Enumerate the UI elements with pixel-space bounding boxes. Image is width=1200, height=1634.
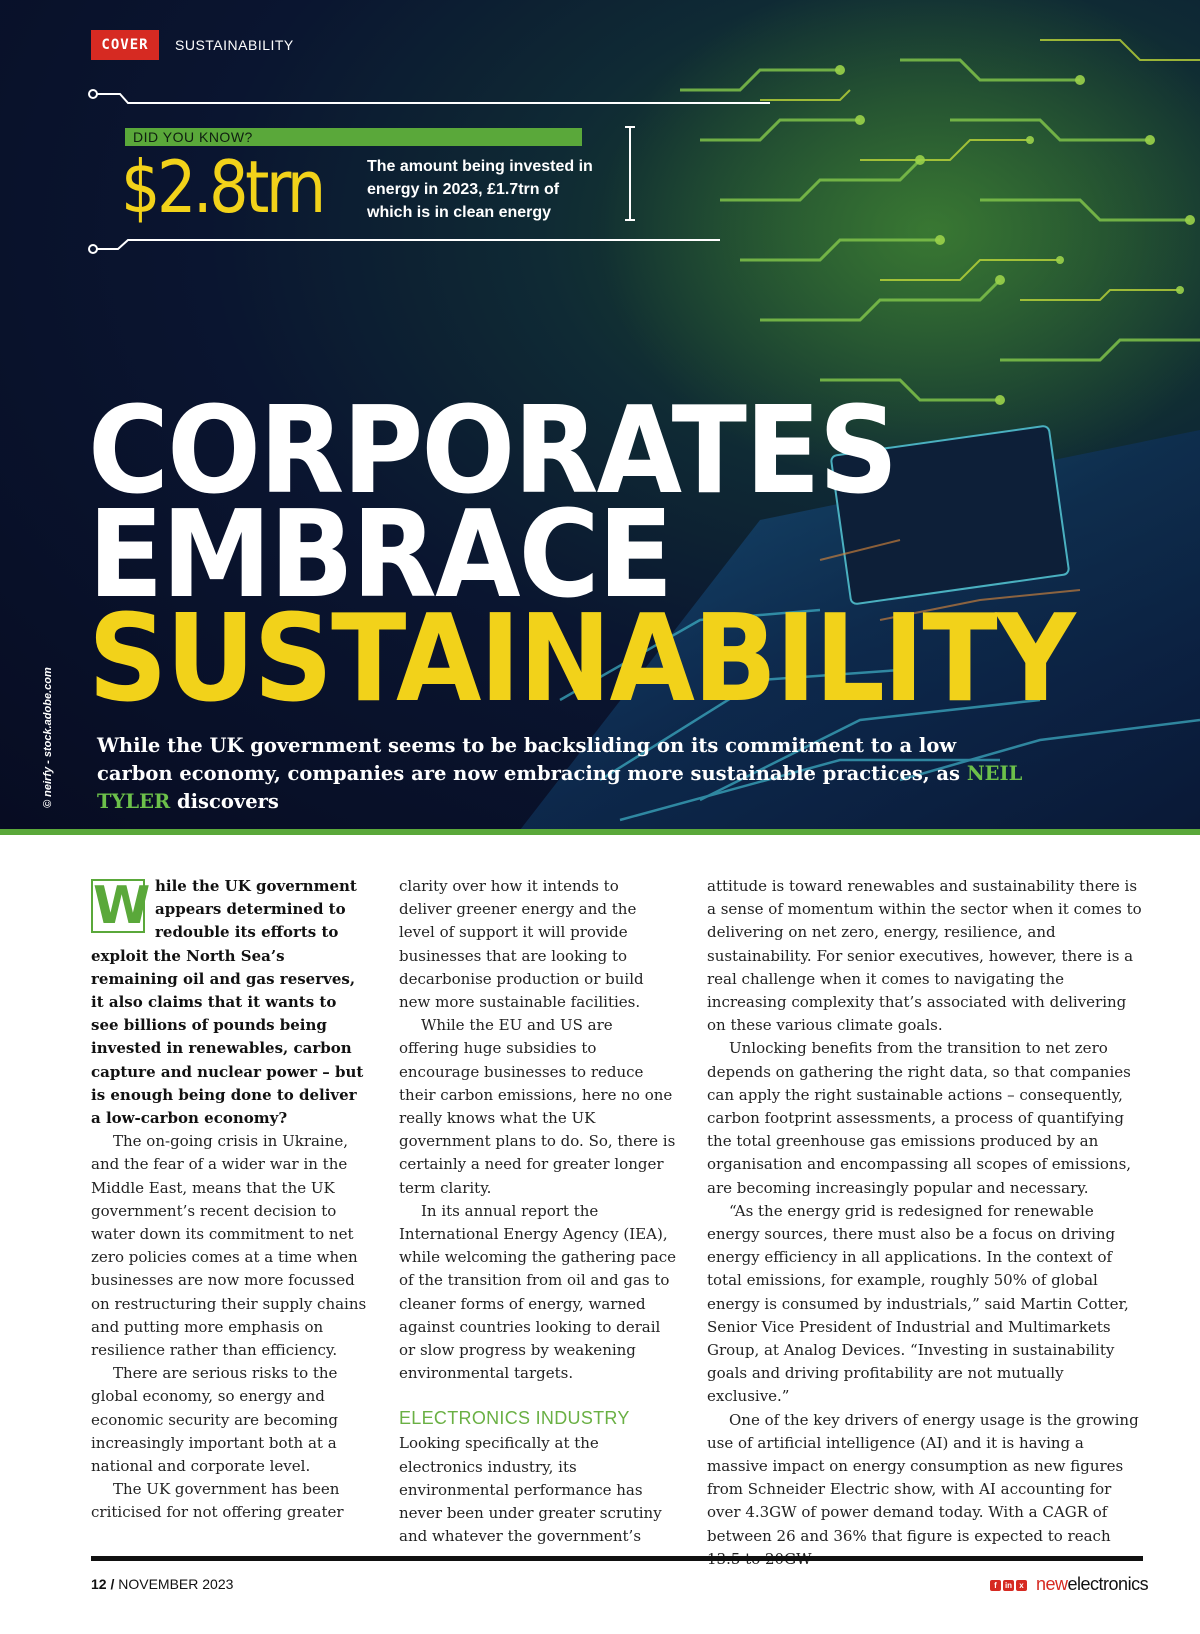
headline-line-1: CORPORATES <box>88 382 897 521</box>
body-paragraph: The on-going crisis in Ukraine, and the fear of a wider war in the Middle East, means that the UK government’s recent decision to water down its commitment to net zero policies comes at a time when businesses are now more focussed on restructuring their supply chains and putting more emphasis on resilience rather than efficiency. <box>91 1132 367 1360</box>
brand-logo <box>1036 1574 1148 1595</box>
subheading: ELECTRONICS INDUSTRY <box>399 1408 630 1429</box>
standfirst <box>97 732 1037 816</box>
hero-divider <box>0 829 1200 835</box>
social-icons <box>990 1580 1027 1591</box>
body-paragraph: Looking specifically at the electronics industry, its environmental performance has never been under greater scrutiny and whatever the government’s <box>399 1434 662 1546</box>
body-paragraph <box>91 1478 368 1524</box>
body-paragraph: Unlocking benefits from the transition to net zero depends on gathering the right data, so that companies can apply the right sustainable actions – consequently, carbon footprint assessments, a process of quantifying the total greenhouse gas emissions produced by an organisation and encompassing all scopes of emissions, are becoming increasingly popular and necessary. <box>707 1039 1132 1197</box>
cover-tag: COVER <box>91 30 159 60</box>
dropcap: W <box>93 876 151 936</box>
headline <box>88 382 1074 729</box>
folio-separator: / <box>110 1576 115 1592</box>
body-paragraph: One of the key drivers of energy usage is the growing use of artificial intelligence (AI) and it is having a massive impact on energy consumption as new figures from Schneider Electric show, with AI accounting for over 4.3GW of power demand today. With a CAGR of between 26 and 36% that figure is expected to reach <box>707 1410 1139 1545</box>
standfirst-text: While the UK government seems to be backsliding on its commitment to a low carbon economy, companies are now embracing more sustainable practices, as <box>97 734 961 785</box>
brand-prefix: new <box>1036 1574 1068 1594</box>
section-label: SUSTAINABILITY <box>175 37 294 53</box>
body-paragraph-start: The UK government has been criticised for not offering greater <box>91 1480 344 1522</box>
body-paragraph: While the EU and US are offering huge subsidies to encourage businesses to reduce their carbon emissions, here no one really knows what the UK government plans to do. So, there is certainly a need for greater longer term clarity. <box>399 1016 676 1197</box>
image-credit: © neirfy - stock.adobe.com <box>42 667 54 808</box>
headline-line-3: SUSTAINABILITY <box>88 590 1074 729</box>
x-icon[interactable]: x <box>1016 1580 1027 1591</box>
article-column-1 <box>91 875 368 1525</box>
article-column-3 <box>707 875 1144 1571</box>
standfirst-end: discovers <box>177 790 279 813</box>
issue-date: NOVEMBER 2023 <box>118 1576 234 1592</box>
brand-suffix: electronics <box>1067 1574 1149 1594</box>
linkedin-icon[interactable]: in <box>1004 1581 1013 1590</box>
body-paragraph: “As the energy grid is redesigned for renewable energy sources, there must also be a focus on driving energy efficiency in all applications. In the context of total emissions, for example, roughly 50% of global energy is consumed by industrials,” said Martin Cotter, Senior Vice President of Industrial and Multimarkets Group, at Analog Devices. “Investing in sustainability goals and driving profitability are not mutually exclusive.” <box>707 1201 1129 1406</box>
body-paragraph-continued: attitude is toward renewables and sustainability there is a sense of momentum within the sector when it comes to delivering on net zero, energy, resilience, and sustainability. For senior executives, however, there is a real challenge when it comes to navigating the increasing complexity that’s associated with delivering on these various climate goals. <box>707 877 1142 1035</box>
facebook-icon[interactable]: f <box>990 1580 1001 1591</box>
headline-line-2: EMBRACE <box>88 486 672 625</box>
author-name: NEIL TYLER <box>97 762 1023 813</box>
page-number: 12 <box>91 1576 107 1592</box>
lead-text: hile the UK government appears determined to redouble its efforts to exploit the North Sea’s remaining oil and gas reserves, it also claims that it wants to see billions of pounds being invested in renewables, carbon capture and nuclear power – but is enough being done to deliver a low-carbon economy? <box>91 877 364 1128</box>
body-paragraph: In its annual report the International Energy Agency (IEA), while welcoming the gathering pace of the transition from oil and gas to cleaner forms of energy, warned against countries looking to derail or slow progress by weakening environmental targets. <box>399 1201 677 1383</box>
body-paragraph-continued: clarity over how it intends to deliver greener energy and the level of support it will provide businesses that are looking to decarbonise production or build new more sustainable facilities. <box>399 877 644 1012</box>
footer-rule <box>91 1556 1143 1561</box>
lead-paragraph <box>91 875 368 1130</box>
did-you-know-figure: $2.8trn <box>121 145 323 229</box>
page-folio <box>91 1576 233 1592</box>
article-column-2 <box>399 875 676 1548</box>
did-you-know-label: DID YOU KNOW? <box>125 128 582 146</box>
body-paragraph: There are serious risks to the global economy, so energy and economic security are becoming increasingly important both at a national and corporate level. <box>91 1364 339 1476</box>
did-you-know-text: The amount being invested in energy in 2023, £1.7trn of which is in clean energy <box>367 158 593 221</box>
